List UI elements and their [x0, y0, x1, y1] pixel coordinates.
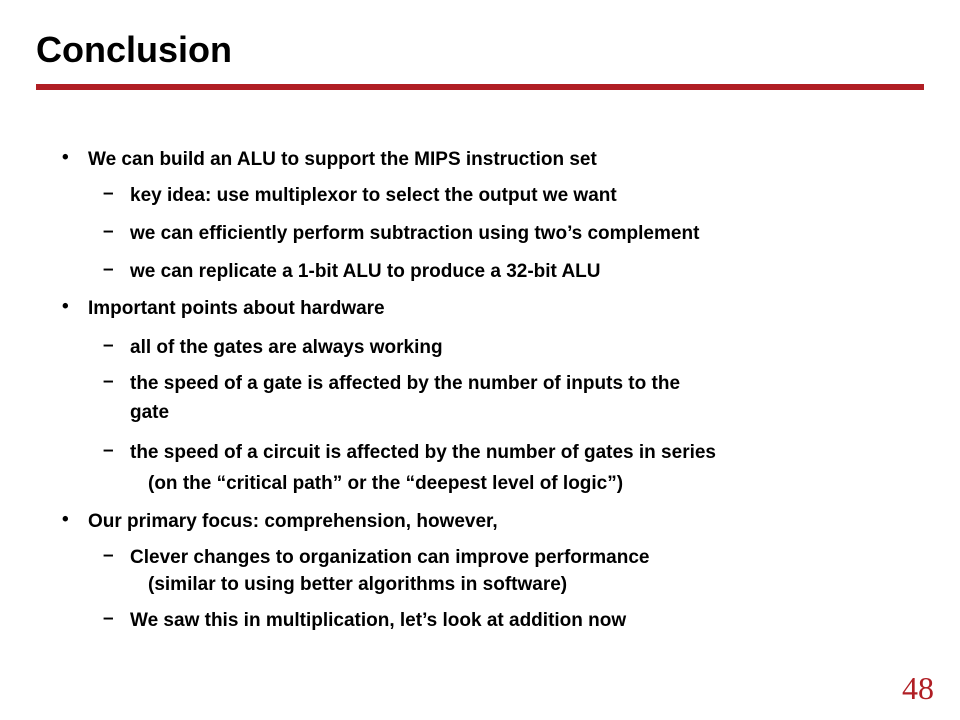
subpoint-2-2-line-1: the speed of a gate is affected by the number of inputs to the: [130, 373, 681, 394]
bullet-glyph: •: [62, 147, 69, 168]
subpoint-3-1-line-1: Clever changes to organization can improve performance: [130, 547, 650, 568]
subpoint-2-2-line-2: gate: [130, 402, 170, 423]
dash-glyph: –: [103, 335, 114, 356]
subpoint-1-2-text: we can efficiently perform subtraction using two’s complement: [130, 223, 700, 244]
dash-glyph: –: [103, 183, 114, 204]
subpoint-2-3-line-2: (on the “critical path” or the “deepest level of logic”): [148, 473, 624, 494]
subpoint-3-2-text: We saw this in multiplication, let’s look at addition now: [130, 610, 627, 631]
bullet-glyph: •: [62, 509, 69, 530]
dash-glyph: –: [103, 545, 114, 566]
subpoint-1-3-text: we can replicate a 1-bit ALU to produce a 32-bit ALU: [130, 261, 601, 282]
dash-glyph: –: [103, 221, 114, 242]
bullet-2-text: Important points about hardware: [88, 298, 385, 319]
dash-glyph: –: [103, 371, 114, 392]
dash-glyph: –: [103, 259, 114, 280]
bullet-glyph: •: [62, 296, 69, 317]
subpoint-3-1-line-2: (similar to using better algorithms in software): [148, 574, 568, 595]
bullet-1-text: We can build an ALU to support the MIPS instruction set: [88, 149, 597, 170]
dash-glyph: –: [103, 440, 114, 461]
subpoint-1-1-text: key idea: use multiplexor to select the output we want: [130, 185, 617, 206]
slide-title: Conclusion: [36, 29, 232, 70]
subpoint-2-1-text: all of the gates are always working: [130, 337, 443, 358]
bullet-3-text: Our primary focus: comprehension, however,: [88, 511, 498, 532]
subpoint-2-3-line-1: the speed of a circuit is affected by the number of gates in series: [130, 442, 716, 463]
dash-glyph: –: [103, 608, 114, 629]
page-number: 48: [902, 670, 934, 706]
